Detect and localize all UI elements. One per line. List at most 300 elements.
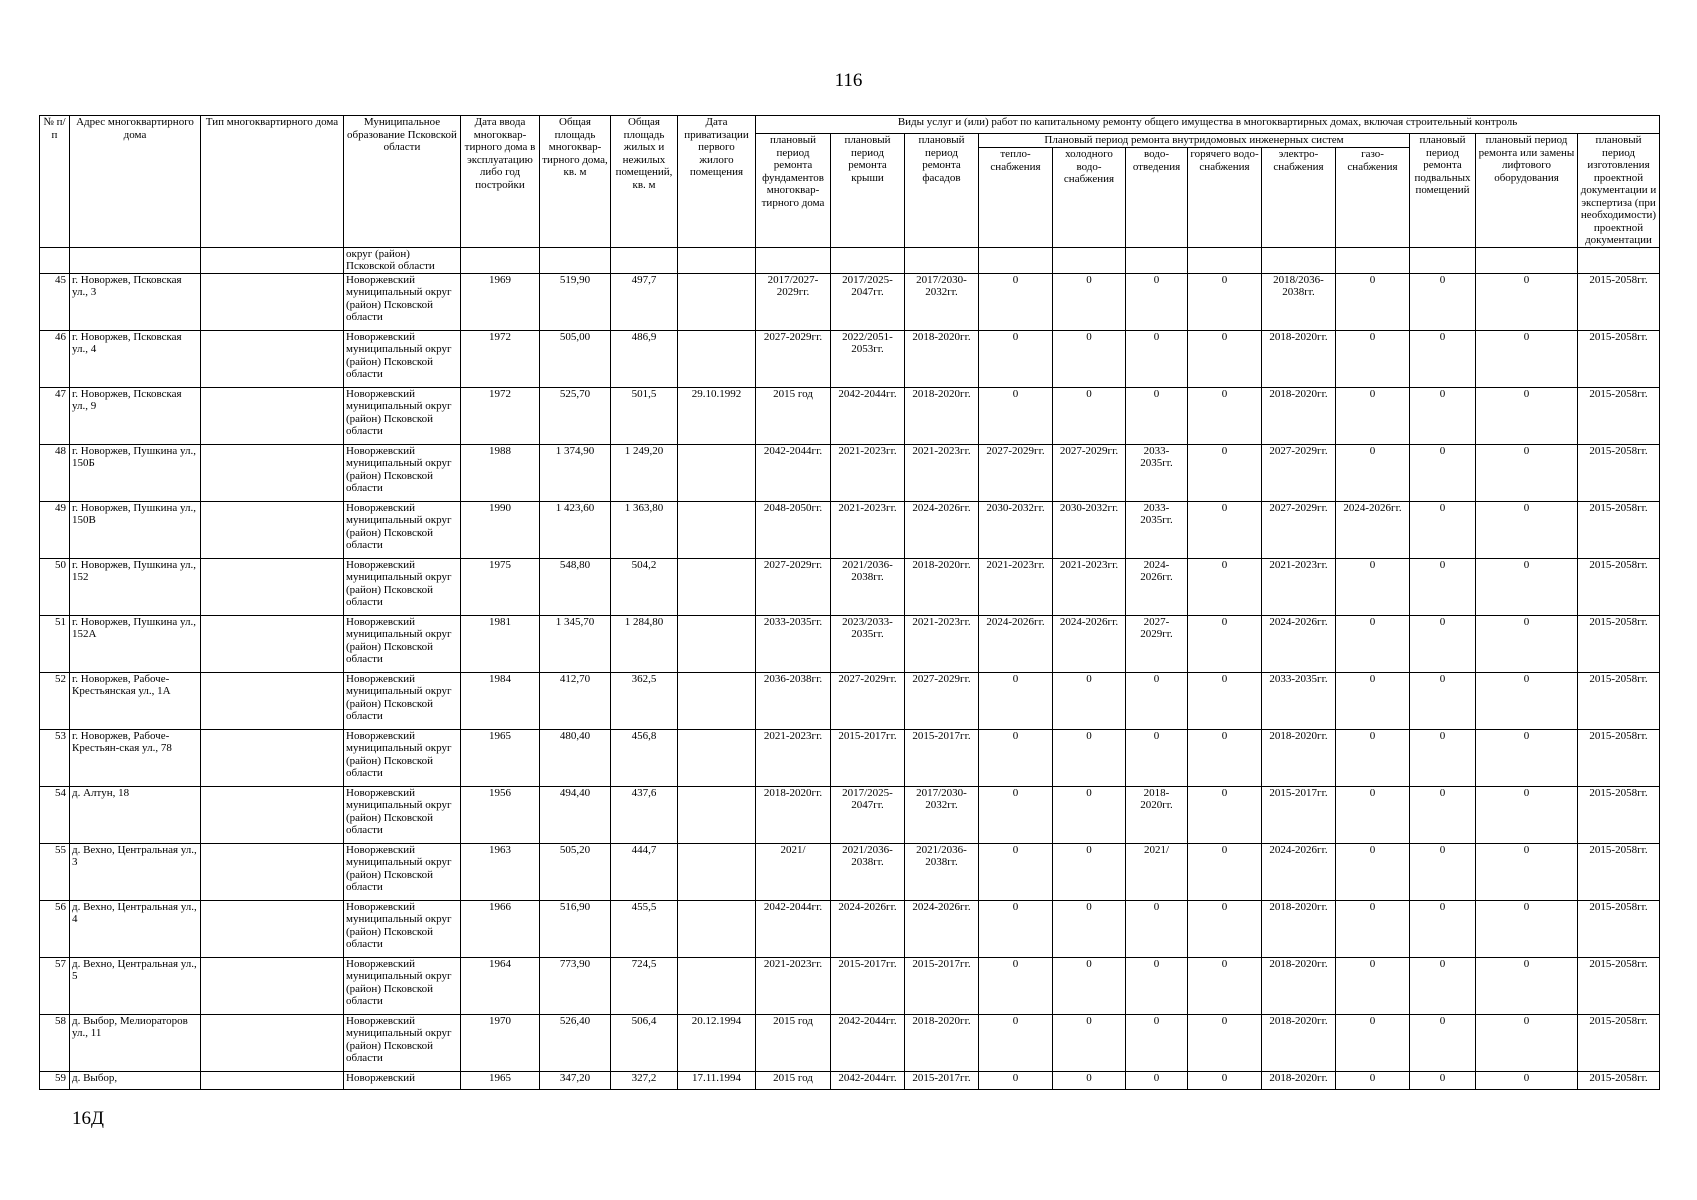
cell-num: 47 [40, 387, 70, 444]
table-row [40, 558, 1660, 615]
cell-total-area: 548,80 [540, 558, 611, 615]
cell-address: г. Новоржев, Пушкина ул., 152А [70, 615, 201, 672]
cell-sewer: 2018-2020гг. [1126, 786, 1188, 843]
cell-foundation: 2021-2023гг. [756, 729, 831, 786]
cell-privatization-date [678, 615, 756, 672]
page-number: 116 [834, 70, 863, 91]
header-cold-water: холодного водо-снабжения [1053, 148, 1126, 247]
cell-privatization-date: 20.12.1994 [678, 1014, 756, 1071]
cell-num: 58 [40, 1014, 70, 1071]
cell-heat: 0 [979, 729, 1053, 786]
cell-gas: 0 [1336, 330, 1410, 387]
cell-elevator: 0 [1476, 672, 1578, 729]
cell-type [201, 615, 344, 672]
cell-type [201, 957, 344, 1014]
table-row [40, 1071, 1660, 1089]
header-facade: плановый период ремонта фасадов [905, 134, 979, 248]
cell-facade: 2024-2026гг. [905, 501, 979, 558]
cell-basement: 0 [1410, 558, 1476, 615]
cell-address: г. Новоржев, Псковская ул., 9 [70, 387, 201, 444]
cell-sewer: 0 [1126, 672, 1188, 729]
table-row [40, 957, 1660, 1014]
cell-privatization-date: 17.11.1994 [678, 1071, 756, 1089]
header-engineering-group: Плановый период ремонта внутридомовых инженерных систем [979, 134, 1410, 148]
cell-num: 48 [40, 444, 70, 501]
cell-basement: 0 [1410, 957, 1476, 1014]
cell-elevator: 0 [1476, 1071, 1578, 1089]
cell-heat: 2030-2032гг. [979, 501, 1053, 558]
cell-privatization-date [678, 843, 756, 900]
cell-municipality: Новоржевский муниципальный округ (район) Псковской области [344, 558, 461, 615]
cell-foundation: 2027-2029гг. [756, 330, 831, 387]
cell-roof: 2017/2025-2047гг. [831, 786, 905, 843]
header-type: Тип многоквартирного дома [201, 116, 344, 248]
header-hot-water: горячего водо-снабжения [1188, 148, 1262, 247]
cell-foundation: 2048-2050гг. [756, 501, 831, 558]
cell-roof: 2042-2044гг. [831, 387, 905, 444]
cell-gas: 0 [1336, 957, 1410, 1014]
cell-privatization-date: 29.10.1992 [678, 387, 756, 444]
cell-basement: 0 [1410, 843, 1476, 900]
cell-foundation: 2036-2038гг. [756, 672, 831, 729]
header-project-docs: плановый период изготовления проектной документации и экспертиза (при необходимости) проектной документации [1578, 134, 1660, 248]
cell-year: 1970 [461, 1014, 540, 1071]
cell-num: 56 [40, 900, 70, 957]
cell-type [201, 1014, 344, 1071]
cell-type [201, 501, 344, 558]
table-row [40, 501, 1660, 558]
cell-hot-water: 0 [1188, 558, 1262, 615]
cell-hot-water: 0 [1188, 843, 1262, 900]
cell-facade: 2018-2020гг. [905, 558, 979, 615]
cell-privatization-date [678, 957, 756, 1014]
cell-project-docs: 2015-2058гг. [1578, 672, 1660, 729]
cell-privatization-date [678, 672, 756, 729]
cell-living-area: 327,2 [611, 1071, 678, 1089]
cell-sewer: 2021/ [1126, 843, 1188, 900]
cell-facade: 2018-2020гг. [905, 387, 979, 444]
cell-privatization-date [678, 558, 756, 615]
cell-project-docs: 2015-2058гг. [1578, 501, 1660, 558]
cell-heat: 0 [979, 786, 1053, 843]
cell-sewer: 2024-2026гг. [1126, 558, 1188, 615]
cell-cold-water: 0 [1053, 387, 1126, 444]
header-services-group: Виды услуг и (или) работ по капитальному ремонту общего имущества в многоквартирных домах, включая строительный контроль [756, 116, 1660, 134]
cell-elevator: 0 [1476, 558, 1578, 615]
cell-basement: 0 [1410, 273, 1476, 330]
cell-elevator: 0 [1476, 615, 1578, 672]
cell-living-area: 501,5 [611, 387, 678, 444]
cell-roof: 2021-2023гг. [831, 444, 905, 501]
cell-basement: 0 [1410, 501, 1476, 558]
cell-hot-water: 0 [1188, 615, 1262, 672]
cell-total-area: 525,70 [540, 387, 611, 444]
cell-gas: 0 [1336, 615, 1410, 672]
cell-basement: 0 [1410, 729, 1476, 786]
cell-roof: 2024-2026гг. [831, 900, 905, 957]
cell-gas: 0 [1336, 444, 1410, 501]
cell-electric: 2018-2020гг. [1262, 1014, 1336, 1071]
cell-municipality: Новоржевский муниципальный округ (район) Псковской области [344, 615, 461, 672]
cell-cold-water: 0 [1053, 1071, 1126, 1089]
cell-sewer: 2033-2035гг. [1126, 444, 1188, 501]
cell-electric: 2024-2026гг. [1262, 843, 1336, 900]
cell-total-area: 480,40 [540, 729, 611, 786]
cell-num: 54 [40, 786, 70, 843]
cell-facade: 2015-2017гг. [905, 957, 979, 1014]
cell-heat: 0 [979, 1014, 1053, 1071]
cell-hot-water: 0 [1188, 786, 1262, 843]
cell-elevator: 0 [1476, 900, 1578, 957]
table-row [40, 273, 1660, 330]
header-address: Адрес многоквартирного дома [70, 116, 201, 248]
cell-num: 55 [40, 843, 70, 900]
cell-address: г. Новоржев, Рабоче-Крестьянская ул., 1А [70, 672, 201, 729]
cell-basement: 0 [1410, 786, 1476, 843]
table-row [40, 729, 1660, 786]
cell-heat: 0 [979, 330, 1053, 387]
cell-roof: 2015-2017гг. [831, 957, 905, 1014]
cell-facade: 2021-2023гг. [905, 444, 979, 501]
cell-foundation: 2015 год [756, 1071, 831, 1089]
cell-project-docs: 2015-2058гг. [1578, 957, 1660, 1014]
cell-elevator: 0 [1476, 786, 1578, 843]
cell-hot-water: 0 [1188, 672, 1262, 729]
cell-elevator: 0 [1476, 387, 1578, 444]
cell-roof: 2023/2033-2035гг. [831, 615, 905, 672]
capital-repair-table [39, 115, 1660, 1090]
cell-foundation: 2033-2035гг. [756, 615, 831, 672]
cell-living-area: 504,2 [611, 558, 678, 615]
cell-cold-water: 0 [1053, 900, 1126, 957]
header-num: № п/п [40, 116, 70, 248]
cell-hot-water: 0 [1188, 501, 1262, 558]
cell-facade: 2018-2020гг. [905, 1014, 979, 1071]
cell-year: 1965 [461, 729, 540, 786]
cell-basement: 0 [1410, 615, 1476, 672]
table-header [40, 116, 1660, 248]
cell-hot-water: 0 [1188, 1014, 1262, 1071]
cell-electric: 2018-2020гг. [1262, 729, 1336, 786]
cell-facade: 2017/2030-2032гг. [905, 786, 979, 843]
cell-cold-water: 0 [1053, 957, 1126, 1014]
header-roof: плановый период ремонта крыши [831, 134, 905, 248]
cell-basement: 0 [1410, 1071, 1476, 1089]
cell-elevator: 0 [1476, 330, 1578, 387]
cell-type [201, 900, 344, 957]
cell-electric: 2033-2035гг. [1262, 672, 1336, 729]
cell-num: 53 [40, 729, 70, 786]
cell-address: г. Новоржев, Псковская ул., 3 [70, 273, 201, 330]
cell-sewer: 0 [1126, 729, 1188, 786]
cell-municipality: Новоржевский муниципальный округ (район) Псковской области [344, 843, 461, 900]
cell-cold-water: 0 [1053, 1014, 1126, 1071]
cell-address: д. Вехно, Центральная ул., 5 [70, 957, 201, 1014]
cell-address: г. Новоржев, Пушкина ул., 150Б [70, 444, 201, 501]
cell-foundation: 2018-2020гг. [756, 786, 831, 843]
cell-sewer: 0 [1126, 900, 1188, 957]
cell-elevator: 0 [1476, 273, 1578, 330]
header-electric: электро-снабжения [1262, 148, 1336, 247]
cell-num: 45 [40, 273, 70, 330]
cell-foundation: 2027-2029гг. [756, 558, 831, 615]
cell-hot-water: 0 [1188, 729, 1262, 786]
cell-type [201, 672, 344, 729]
cell-type [201, 786, 344, 843]
cell-heat: 0 [979, 843, 1053, 900]
table-row [40, 900, 1660, 957]
cell-total-area: 773,90 [540, 957, 611, 1014]
cell-year: 1972 [461, 330, 540, 387]
cell-sewer: 0 [1126, 387, 1188, 444]
cell-num: 57 [40, 957, 70, 1014]
cell-municipality: Новоржевский муниципальный округ (район) Псковской области [344, 501, 461, 558]
cell-cold-water: 2030-2032гг. [1053, 501, 1126, 558]
cell-cold-water: 0 [1053, 330, 1126, 387]
cell-cold-water: 0 [1053, 672, 1126, 729]
cell-project-docs: 2015-2058гг. [1578, 558, 1660, 615]
header-sewer: водо-отведения [1126, 148, 1188, 247]
header-basement: плановый период ремонта подвальных помещений [1410, 134, 1476, 248]
cell-living-area: 1 363,80 [611, 501, 678, 558]
cell-address: д. Алтун, 18 [70, 786, 201, 843]
cell-living-area: 437,6 [611, 786, 678, 843]
header-total-area: Общая площадь многоквар-тирного дома, кв. м [540, 116, 611, 248]
cell-electric: 2018-2020гг. [1262, 387, 1336, 444]
cell-municipality: Новоржевский муниципальный округ (район) Псковской области [344, 1014, 461, 1071]
cell-project-docs: 2015-2058гг. [1578, 273, 1660, 330]
cell-heat: 2024-2026гг. [979, 615, 1053, 672]
cell-total-area: 526,40 [540, 1014, 611, 1071]
footer-mark: 16Д [72, 1108, 104, 1129]
cell-living-area: 362,5 [611, 672, 678, 729]
cell-foundation: 2042-2044гг. [756, 900, 831, 957]
cell-elevator: 0 [1476, 501, 1578, 558]
cell-roof: 2021/2036-2038гг. [831, 558, 905, 615]
cell-project-docs: 2015-2058гг. [1578, 843, 1660, 900]
cell-hot-water: 0 [1188, 330, 1262, 387]
header-date-commission: Дата ввода многоквар-тирного дома в эксплуатацию либо год постройки [461, 116, 540, 248]
cell-municipality: Новоржевский муниципальный округ (район) Псковской области [344, 786, 461, 843]
cell-type [201, 273, 344, 330]
cell-type [201, 1071, 344, 1089]
cell-gas: 0 [1336, 387, 1410, 444]
cell-heat: 0 [979, 672, 1053, 729]
cell-municipality: Новоржевский муниципальный округ (район) Псковской области [344, 273, 461, 330]
cell-project-docs: 2015-2058гг. [1578, 1071, 1660, 1089]
cell-privatization-date [678, 273, 756, 330]
cell-electric: 2015-2017гг. [1262, 786, 1336, 843]
cell-year: 1965 [461, 1071, 540, 1089]
cell-total-area: 347,20 [540, 1071, 611, 1089]
cell-heat: 0 [979, 273, 1053, 330]
header-heat: тепло-снабжения [979, 148, 1053, 247]
cell-heat: 0 [979, 387, 1053, 444]
cell-project-docs: 2015-2058гг. [1578, 729, 1660, 786]
cell-privatization-date [678, 786, 756, 843]
cell-gas: 0 [1336, 786, 1410, 843]
cell-total-area: 1 374,90 [540, 444, 611, 501]
cell-gas: 0 [1336, 1071, 1410, 1089]
cell-hot-water: 0 [1188, 273, 1262, 330]
cell-type [201, 729, 344, 786]
cell-gas: 0 [1336, 558, 1410, 615]
cell-hot-water: 0 [1188, 444, 1262, 501]
cell-cold-water: 0 [1053, 273, 1126, 330]
cell-roof: 2021/2036-2038гг. [831, 843, 905, 900]
cell-electric: 2024-2026гг. [1262, 615, 1336, 672]
table-row [40, 330, 1660, 387]
cell-type [201, 843, 344, 900]
cell-municipality: Новоржевский муниципальный округ (район) Псковской области [344, 900, 461, 957]
cell-year: 1984 [461, 672, 540, 729]
cell-sewer: 0 [1126, 1014, 1188, 1071]
cell-total-area: 1 345,70 [540, 615, 611, 672]
continuation-row [40, 247, 1660, 273]
cell-total-area: 1 423,60 [540, 501, 611, 558]
cell-cold-water: 0 [1053, 843, 1126, 900]
cell-privatization-date [678, 729, 756, 786]
cell-sewer: 2033-2035гг. [1126, 501, 1188, 558]
cell-living-area: 1 284,80 [611, 615, 678, 672]
cell-year: 1990 [461, 501, 540, 558]
cell-living-area: 486,9 [611, 330, 678, 387]
cell-facade: 2027-2029гг. [905, 672, 979, 729]
cell-total-area: 412,70 [540, 672, 611, 729]
cell-sewer: 0 [1126, 957, 1188, 1014]
cell-hot-water: 0 [1188, 900, 1262, 957]
cell-gas: 2024-2026гг. [1336, 501, 1410, 558]
cell-facade: 2018-2020гг. [905, 330, 979, 387]
cell-total-area: 505,20 [540, 843, 611, 900]
cell-num: 51 [40, 615, 70, 672]
cell-basement: 0 [1410, 330, 1476, 387]
cell-cold-water: 0 [1053, 729, 1126, 786]
cell-basement: 0 [1410, 900, 1476, 957]
cell-address: г. Новоржев, Пушкина ул., 150В [70, 501, 201, 558]
cell-project-docs: 2015-2058гг. [1578, 330, 1660, 387]
cell-roof: 2022/2051-2053гг. [831, 330, 905, 387]
cell-total-area: 494,40 [540, 786, 611, 843]
cell-living-area: 444,7 [611, 843, 678, 900]
cell-project-docs: 2015-2058гг. [1578, 615, 1660, 672]
cell-address: д. Выбор, [70, 1071, 201, 1089]
cell-facade: 2017/2030-2032гг. [905, 273, 979, 330]
cell-elevator: 0 [1476, 1014, 1578, 1071]
cell-type [201, 387, 344, 444]
cell-elevator: 0 [1476, 729, 1578, 786]
cell-address: г. Новоржев, Рабоче-Крестьян-ская ул., 78 [70, 729, 201, 786]
continuation-municipality: округ (район) Псковской области [344, 247, 461, 273]
cell-municipality: Новоржевский муниципальный округ (район) Псковской области [344, 387, 461, 444]
cell-cold-water: 2021-2023гг. [1053, 558, 1126, 615]
cell-facade: 2021-2023гг. [905, 615, 979, 672]
cell-address: д. Вехно, Центральная ул., 4 [70, 900, 201, 957]
cell-facade: 2015-2017гг. [905, 1071, 979, 1089]
cell-type [201, 558, 344, 615]
cell-roof: 2017/2025-2047гг. [831, 273, 905, 330]
cell-municipality: Новоржевский муниципальный округ (район) Псковской области [344, 672, 461, 729]
cell-basement: 0 [1410, 672, 1476, 729]
header-municipality: Муниципальное образование Псковской области [344, 116, 461, 248]
cell-heat: 2027-2029гг. [979, 444, 1053, 501]
header-foundation: плановый период ремонта фундаментов многоквар-тирного дома [756, 134, 831, 248]
cell-type [201, 330, 344, 387]
cell-roof: 2042-2044гг. [831, 1071, 905, 1089]
cell-living-area: 455,5 [611, 900, 678, 957]
cell-basement: 0 [1410, 387, 1476, 444]
cell-cold-water: 0 [1053, 786, 1126, 843]
cell-foundation: 2021-2023гг. [756, 957, 831, 1014]
cell-foundation: 2015 год [756, 387, 831, 444]
table-row [40, 387, 1660, 444]
cell-municipality: Новоржевский муниципальный округ (район) Псковской области [344, 957, 461, 1014]
cell-num: 46 [40, 330, 70, 387]
cell-basement: 0 [1410, 444, 1476, 501]
cell-num: 59 [40, 1071, 70, 1089]
cell-roof: 2027-2029гг. [831, 672, 905, 729]
cell-hot-water: 0 [1188, 1071, 1262, 1089]
cell-type [201, 444, 344, 501]
cell-year: 1966 [461, 900, 540, 957]
header-gas: газо-снабжения [1336, 148, 1410, 247]
header-elevator: плановый период ремонта или замены лифтового оборудования [1476, 134, 1578, 248]
cell-year: 1964 [461, 957, 540, 1014]
cell-num: 50 [40, 558, 70, 615]
cell-sewer: 2027-2029гг. [1126, 615, 1188, 672]
cell-electric: 2018/2036-2038гг. [1262, 273, 1336, 330]
cell-cold-water: 2027-2029гг. [1053, 444, 1126, 501]
cell-project-docs: 2015-2058гг. [1578, 900, 1660, 957]
cell-year: 1988 [461, 444, 540, 501]
cell-elevator: 0 [1476, 843, 1578, 900]
cell-total-area: 505,00 [540, 330, 611, 387]
cell-electric: 2018-2020гг. [1262, 330, 1336, 387]
cell-heat: 0 [979, 1071, 1053, 1089]
cell-privatization-date [678, 900, 756, 957]
cell-facade: 2015-2017гг. [905, 729, 979, 786]
cell-gas: 0 [1336, 900, 1410, 957]
cell-cold-water: 2024-2026гг. [1053, 615, 1126, 672]
cell-project-docs: 2015-2058гг. [1578, 387, 1660, 444]
cell-basement: 0 [1410, 1014, 1476, 1071]
table-row [40, 1014, 1660, 1071]
cell-num: 52 [40, 672, 70, 729]
cell-municipality: Новоржевский муниципальный округ (район) Псковской области [344, 444, 461, 501]
table-body [40, 247, 1660, 1089]
cell-gas: 0 [1336, 273, 1410, 330]
cell-project-docs: 2015-2058гг. [1578, 1014, 1660, 1071]
cell-facade: 2024-2026гг. [905, 900, 979, 957]
cell-living-area: 724,5 [611, 957, 678, 1014]
cell-roof: 2042-2044гг. [831, 1014, 905, 1071]
cell-year: 1972 [461, 387, 540, 444]
header-living-area: Общая площадь жилых и нежилых помещений, кв. м [611, 116, 678, 248]
cell-municipality: Новоржевский муниципальный округ (район) Псковской области [344, 729, 461, 786]
cell-address: г. Новоржев, Псковская ул., 4 [70, 330, 201, 387]
cell-elevator: 0 [1476, 444, 1578, 501]
cell-heat: 2021-2023гг. [979, 558, 1053, 615]
cell-living-area: 506,4 [611, 1014, 678, 1071]
cell-total-area: 516,90 [540, 900, 611, 957]
cell-year: 1975 [461, 558, 540, 615]
cell-hot-water: 0 [1188, 387, 1262, 444]
cell-foundation: 2021/ [756, 843, 831, 900]
cell-electric: 2018-2020гг. [1262, 900, 1336, 957]
cell-municipality: Новоржевский муниципальный округ (район) Псковской области [344, 330, 461, 387]
cell-num: 49 [40, 501, 70, 558]
cell-year: 1956 [461, 786, 540, 843]
